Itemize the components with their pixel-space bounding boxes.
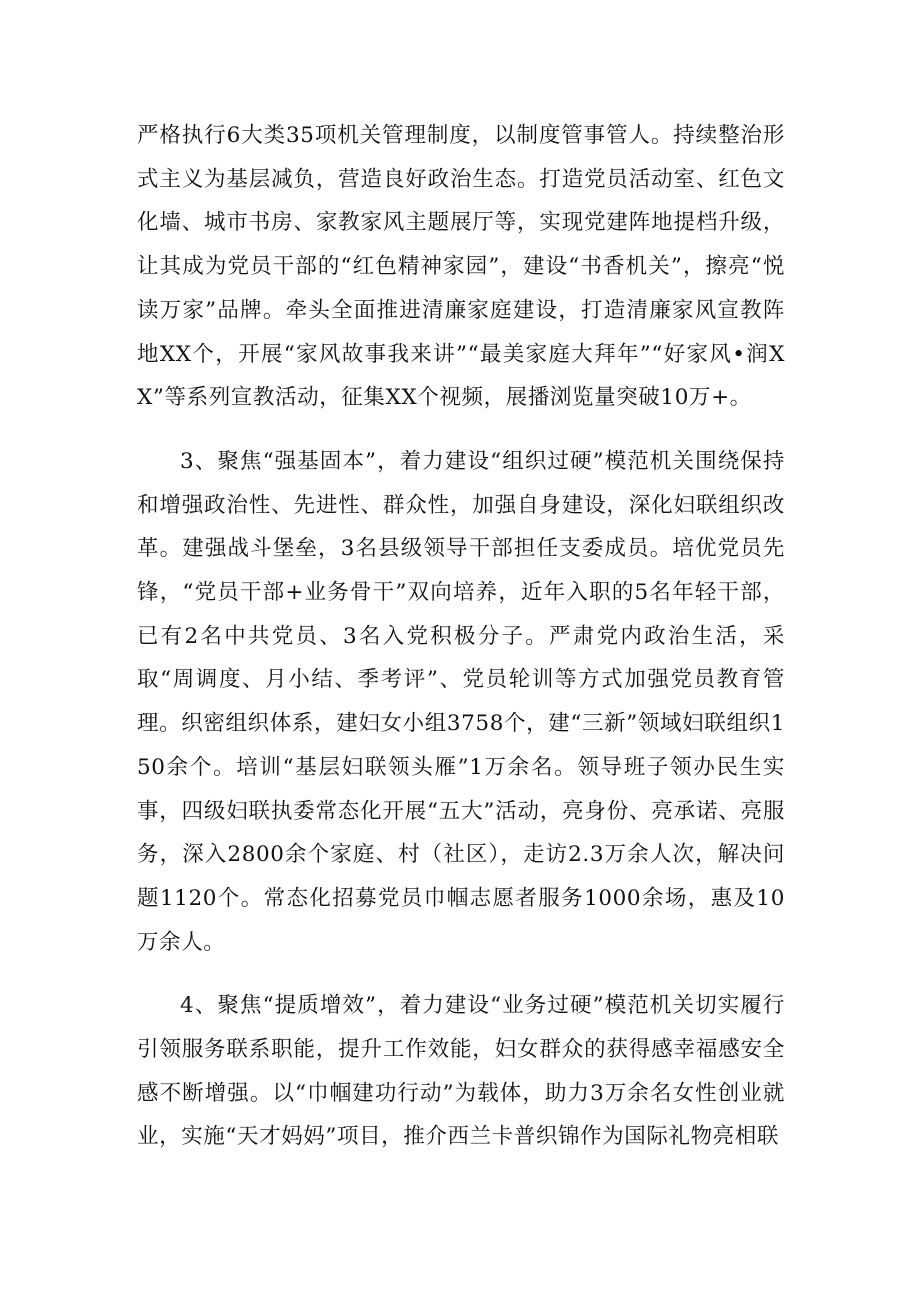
paragraph-section-4: 4、聚焦“提质增效”，着力建设“业务过硬”模范机关切实履行引领服务联系职能，提升工作效能，妇女群众的获得感幸福感安全感不断增强。以“巾帼建功行动”为载体，助力3万余名女性创业就业，实施“天才妈妈”项目，推介西兰卡普织锦作为国际礼物亮相联 [137, 993, 785, 1150]
paragraph-continuation: 严格执行6大类35项机关管理制度，以制度管事管人。持续整治形式主义为基层减负，营造良好政治生态。打造党员活动室、红色文化墙、城市书房、家教家风主题展厅等，实现党建阵地提档升级，让其成为党员干部的“红色精神家园”，建设“书香机关”，擦亮“悦读万家”品牌。牵头全面推进清廉家庭建设，打造清廉家风宣教阵地XX个，开展“家风故事我来讲”“最美家庭大拜年”“好家风•润XX”等系列宣教活动，征集XX个视频，展播浏览量突破10万+。 [137, 123, 785, 411]
paragraph-section-3: 3、聚焦“强基固本”，着力建设“组织过硬”模范机关围绕保持和增强政治性、先进性、群众性，加强自身建设，深化妇联组织改革。建强战斗堡垒，3名县级领导干部担任支委成员。培优党员先锋，“党员干部+业务骨干”双向培养，近年入职的5名年轻干部，已有2名中共党员、3名入党积极分子。严肃党内政治生活，采取“周调度、月小结、季考评”、党员轮训等方式加强党员教育管理。织密组织体系，建妇女小组3758个，建“三新”领域妇联组织150余个。培训“基层妇联领头雁”1万余名。领导班子领办民生实事，四级妇联执委常态化开展“五大”活动，亮身份、亮承诺、亮服务，深入2800余个家庭、村（社区），走访2.3万余人次，解决问题1120个。常态化招募党员巾帼志愿者服务1000余场，惠及10万余人。 [137, 448, 785, 955]
document-body [137, 114, 785, 1159]
